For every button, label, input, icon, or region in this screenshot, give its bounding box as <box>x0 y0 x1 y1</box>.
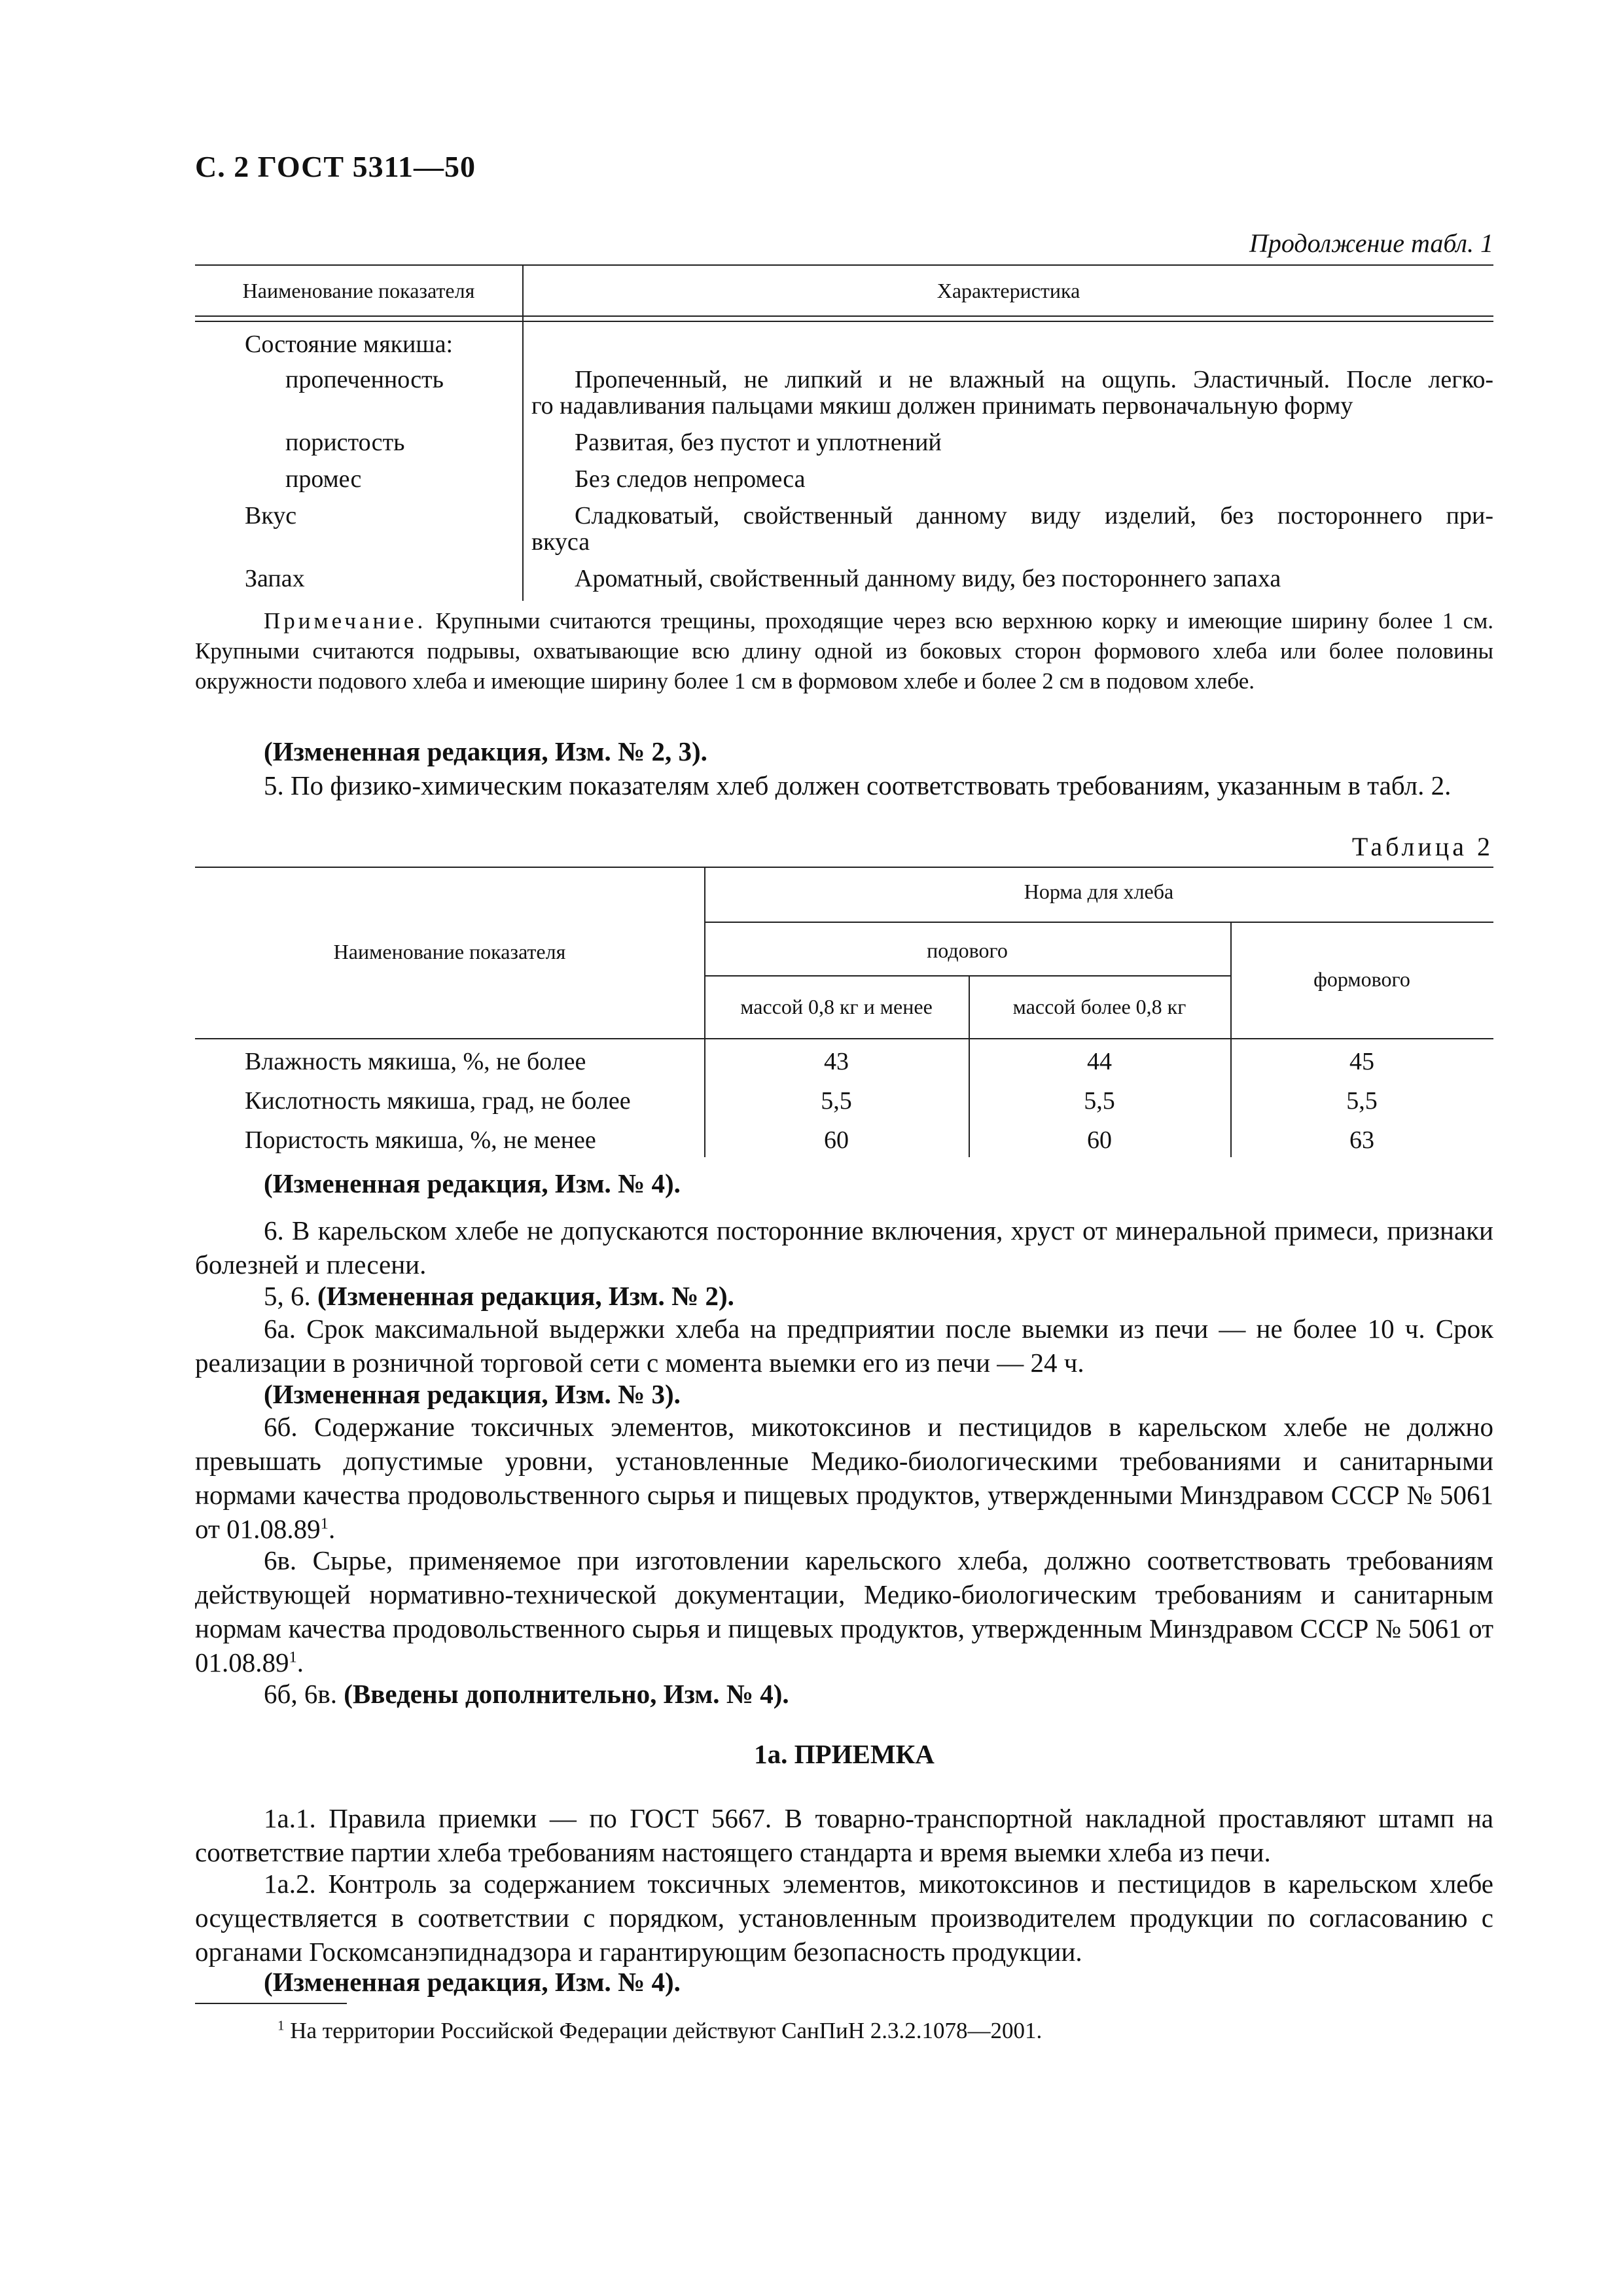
amendment-note: (Измененная редакция, Изм. № 3). <box>264 1379 681 1409</box>
table-1-note <box>195 606 1493 696</box>
section-title: 1а. ПРИЕМКА <box>754 1739 935 1769</box>
page-header: С. 2 ГОСТ 5311—50 <box>195 150 476 183</box>
table-2-cell: 44 <box>1087 1048 1112 1075</box>
table-2-row-label: Пористость мякиша, %, не менее <box>245 1126 596 1154</box>
row-value-cont: го надавливания пальцами мякиш должен принимать первоначальную форму <box>531 392 1353 420</box>
table-2-rule <box>704 922 1493 923</box>
paragraph-1a1: 1а.1. Правила приемки — по ГОСТ 5667. В товарно-транспортной накладной проставляют штамп на соответствие партии хлеба требованиям настоящего стандарта и время выемки хлеба из печи. <box>195 1803 1493 1867</box>
row-value: Пропеченный, не липкий и не влажный на ощупь. Эластичный. После легко- <box>575 366 1493 393</box>
row-label: пористость <box>285 429 405 456</box>
table-2-cell: 5,5 <box>821 1087 852 1115</box>
table-2-cell: 60 <box>1087 1126 1112 1154</box>
note-text: Крупными считаются трещины, проходящие через всю верхнюю корку и имеющие ширину более 1 см. Крупными считаются подрывы, охватывающие всю длину одной из боковых сторон формового хлеба или более половины окружности подового хлеба и имеющие ширину более 1 см в формовом хлебе и более 2 см в подовом хлебе. <box>195 608 1493 694</box>
amendment-note: (Измененная редакция, Изм. № 4). <box>264 1168 681 1198</box>
table-continuation-label: Продолжение табл. 1 <box>1249 228 1493 258</box>
amend-prefix: 6б, 6в. <box>264 1679 337 1709</box>
table-2-header-norm: Норма для хлеба <box>1024 880 1174 903</box>
footnote-mark: 1 <box>277 2017 285 2034</box>
table-2-subheader-light: массой 0,8 кг и менее <box>740 995 933 1018</box>
table-2-rule <box>704 975 1230 977</box>
table-1-header-rule <box>195 315 1493 322</box>
footnote <box>195 2016 1493 2046</box>
paragraph-5: 5. По физико-химическим показателям хлеб должен соответствовать требованиям, указанным в табл. 2. <box>264 770 1452 800</box>
amend-bold: (Введены дополнительно, Изм. № 4). <box>344 1679 789 1709</box>
footnote-ref: 1 <box>320 1515 329 1533</box>
row-value: Ароматный, свойственный данному виду, без постороннего запаха <box>575 565 1281 592</box>
paragraph-6b-text: 6б. Содержание токсичных элементов, микотоксинов и пестицидов в карельском хлебе не должно превышать допустимые уровни, установленные Медико-биологическими требованиями и санитарными нормами качества продовольственного сырья и пищевых продуктов, утвержденными Минздравом СССР № 5061 от 01.08.89 <box>195 1412 1493 1544</box>
row-label: пропеченность <box>285 366 444 393</box>
amendment-note: (Измененная редакция, Изм. № 2, 3). <box>264 736 707 766</box>
table-2-header-formovogo: формового <box>1313 967 1410 991</box>
footnote-ref: 1 <box>289 1648 297 1666</box>
paragraph-6: 6. В карельском хлебе не допускаются посторонние включения, хруст от минеральной примеси, признаки болезней и плесени. <box>195 1215 1493 1280</box>
table-2-cell: 5,5 <box>1084 1087 1115 1115</box>
paragraph-5-6-amend <box>195 1279 1493 1313</box>
row-label: Запах <box>245 565 305 592</box>
row-value: Развитая, без пустот и уплотнений <box>575 429 942 456</box>
table-2-row-label: Влажность мякиша, %, не более <box>245 1048 586 1075</box>
row-value: Без следов непромеса <box>575 465 806 493</box>
paragraph-6v-text: 6в. Сырье, применяемое при изготовлении карельского хлеба, должно соответствовать требованиям действующей нормативно-технической документации, Медико-биологическим требованиям и санитарным нормам качества продовольственного сырья и пищевых продуктов, утвержденным Минздравом СССР № 5061 от 01.08.89 <box>195 1545 1493 1677</box>
table-1-header-name: Наименование показателя <box>242 279 475 302</box>
table-2-cell: 63 <box>1349 1126 1374 1154</box>
table-1-header-characteristic: Характеристика <box>936 279 1080 302</box>
paragraph-6b: 6б. Содержание токсичных элементов, микотоксинов и пестицидов в карельском хлебе не должно превышать допустимые уровни, установленные Медико-биологическими требованиями и санитарными нормами качества продовольственного сырья и пищевых продуктов, утвержденными Минздравом СССР № 5061 от 01.08.89$^1$. <box>195 1412 1493 1544</box>
table-2-caption: Таблица 2 <box>1351 832 1493 861</box>
paragraph-6b-6v-amend <box>195 1677 1493 1711</box>
paragraph-6a: 6а. Срок максимальной выдержки хлеба на предприятии после выемки из печи — не более 10 ч. Срок реализации в розничной торговой сети с момента выемки его из печи — 24 ч. <box>195 1314 1493 1378</box>
table-1-top-rule <box>195 264 1493 266</box>
row-label: Состояние мякиша: <box>245 331 454 358</box>
table-2-header-podovogo: подового <box>927 939 1008 962</box>
paragraph-6v: 6в. Сырье, применяемое при изготовлении карельского хлеба, должно соответствовать требованиям действующей нормативно-технической документации, Медико-биологическим требованиям и санитарным нормам качества продовольственного сырья и пищевых продуктов, утвержденным Минздравом СССР № 5061 от 01.08.89$^1$. <box>195 1545 1493 1677</box>
table-2-cell: 45 <box>1349 1048 1374 1075</box>
table-2-row-label: Кислотность мякиша, град, не более <box>245 1087 631 1115</box>
paragraph-1a2: 1а.2. Контроль за содержанием токсичных элементов, микотоксинов и пестицидов в карельском хлебе осуществляется в соответствии с порядком, установленным производителем продукции по согласованию с органами Госкомсанэпиднадзора и гарантирующим безопасность продукции. <box>195 1869 1493 1967</box>
row-value: Сладковатый, свойственный данному виду изделий, без постороннего при- <box>575 502 1493 529</box>
footnote-text: На территории Российской Федерации действуют СанПиН 2.3.2.1078—2001. <box>284 2018 1043 2043</box>
table-2-subheader-heavy: массой более 0,8 кг <box>1012 995 1186 1018</box>
table-2-top-rule <box>195 867 1493 868</box>
amendment-note: (Измененная редакция, Изм. № 4). <box>264 1967 681 1997</box>
table-2-header-rule <box>195 1038 1493 1039</box>
table-2-header-name: Наименование показателя <box>333 940 566 963</box>
table-2-divider <box>1230 922 1232 1157</box>
row-label: промес <box>285 465 362 493</box>
table-2-cell: 60 <box>824 1126 849 1154</box>
amend-bold: (Измененная редакция, Изм. № 2). <box>317 1281 734 1311</box>
footnote-rule <box>195 2003 347 2004</box>
amend-prefix: 5, 6. <box>264 1281 311 1311</box>
note-label: Примечание. <box>264 608 427 634</box>
table-2-cell: 43 <box>824 1048 849 1075</box>
row-label: Вкус <box>245 502 297 529</box>
table-2-cell: 5,5 <box>1346 1087 1378 1115</box>
row-value-cont: вкуса <box>531 528 590 556</box>
